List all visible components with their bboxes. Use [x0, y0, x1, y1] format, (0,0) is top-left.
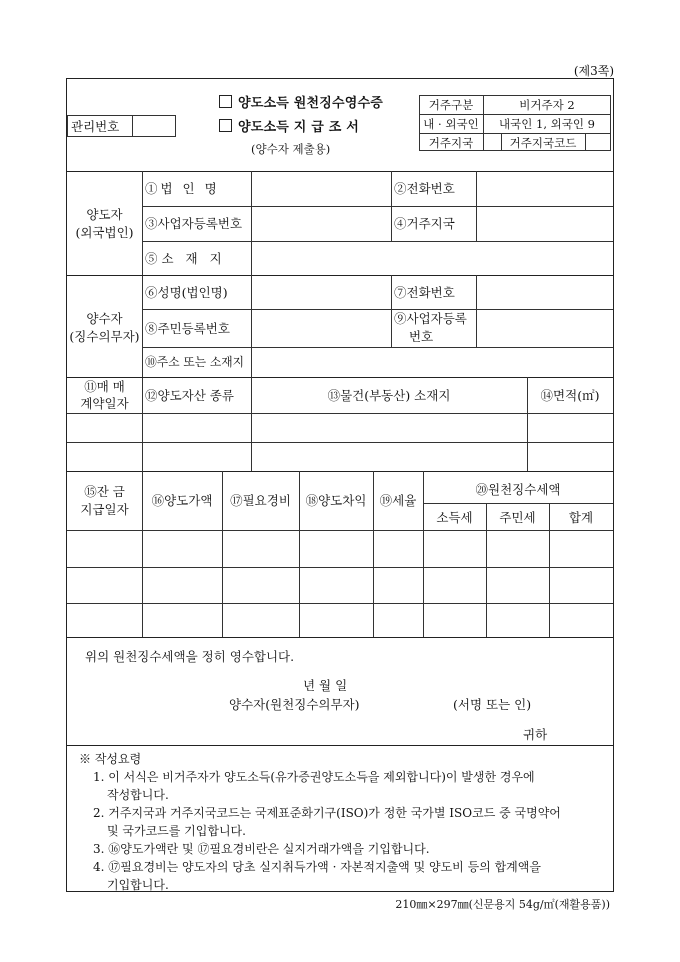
buyer-name-label: ⑥성명(법인명)	[145, 285, 228, 300]
residency-label: 거주구분	[428, 98, 474, 112]
area-header: ⑭면적(㎡)	[540, 388, 600, 403]
table-row[interactable]	[67, 603, 613, 637]
buyer-phone-label: ⑦전화번호	[394, 285, 455, 300]
checkbox-icon[interactable]	[219, 95, 232, 108]
seller-sublabel: (외국법인)	[75, 225, 134, 240]
buyer-address-label: ⑩주소 또는 소재지	[145, 355, 245, 369]
table-row[interactable]	[67, 413, 613, 442]
transfer-price-header: ⑯양도가액	[151, 493, 213, 508]
seller-country-field[interactable]	[476, 206, 613, 241]
checkbox-icon[interactable]	[219, 119, 232, 132]
residency-value: 비거주자 2	[519, 98, 575, 112]
seller-label: 양도자	[86, 207, 123, 222]
buyer-bizreg-label-2: 번호	[409, 329, 434, 344]
asset-type-header: ⑫양도자산 종류	[145, 388, 234, 403]
buyer-resident-id-label: ⑧주민등록번호	[145, 321, 230, 336]
buyer-bizreg-field[interactable]	[476, 309, 613, 347]
page-number: (제3쪽)	[573, 64, 614, 78]
country-code-label: 거주지국코드	[509, 136, 577, 150]
balance-date-header-2: 지급일자	[80, 502, 129, 517]
table-row[interactable]	[67, 530, 613, 567]
seller-corp-name-label: ①법 인 명	[145, 181, 220, 196]
receipt-date[interactable]: 년 월 일	[303, 678, 348, 693]
expenses-header: ⑰필요경비	[230, 493, 291, 508]
signature-field[interactable]: (서명 또는 인)	[453, 697, 532, 712]
total-header: 합계	[568, 510, 594, 525]
subtitle: (양수자 제출용)	[251, 142, 331, 156]
table-row[interactable]	[67, 567, 613, 603]
note-4: 4. ⑰필요경비는 양도자의 당초 실지취득가액 · 자본적지출액 및 양도비 등의 합계액을	[93, 860, 541, 874]
balance-date-header: ⑮잔 금	[84, 484, 125, 499]
property-location-header: ⑬물건(부동산) 소재지	[327, 388, 451, 403]
note-2-cont: 및 국가코드를 기입합니다.	[107, 824, 246, 838]
tax-rate-header: ⑲세율	[379, 493, 417, 508]
seller-phone-field[interactable]	[476, 171, 613, 206]
resident-tax-header: 주민세	[499, 510, 536, 525]
buyer-sublabel: (징수의무자)	[69, 329, 140, 344]
buyer-phone-field[interactable]	[476, 275, 613, 309]
note-1-cont: 작성합니다.	[107, 788, 169, 802]
note-1: 1. 이 서식은 비거주자가 양도소득(유가증권양도소득을 제외합니다)이 발생한 경우에	[93, 770, 535, 784]
buyer-resident-id-field[interactable]	[251, 309, 391, 347]
seller-address-field[interactable]	[251, 241, 613, 275]
seller-address-label: ⑤소 재 지	[145, 251, 226, 266]
note-3: 3. ⑯양도가액란 및 ⑰필요경비란은 실지거래가액을 기입합니다.	[93, 842, 430, 856]
buyer-bizreg-label: ⑨사업자등록	[394, 311, 467, 326]
buyer-address-field[interactable]	[251, 347, 613, 377]
country-label: 거주지국	[428, 136, 474, 150]
title-receipt[interactable]: 양도소득 원천징수영수증	[219, 95, 383, 112]
paper-spec-footer: 210㎜×297㎜(신문용지 54g/㎡(재활용품))	[395, 898, 610, 911]
nationality-label: 내 · 외국인	[423, 117, 479, 131]
contract-date-header: ⑪매 매	[84, 379, 125, 394]
note-4-cont: 기입합니다.	[107, 878, 169, 892]
buyer-label: 양수자	[86, 311, 123, 326]
notes-title: ※ 작성요령	[79, 752, 142, 766]
title-statement[interactable]: 양도소득 지 급 조 서	[219, 119, 359, 136]
contract-date-header-2: 계약일자	[80, 396, 129, 411]
seller-country-label: ④거주지국	[394, 216, 455, 231]
nationality-value: 내국인 1, 외국인 9	[499, 117, 595, 131]
table-row[interactable]	[67, 442, 613, 471]
buyer-name-field[interactable]	[251, 275, 391, 309]
seller-bizreg-label: ③사업자등록번호	[145, 216, 243, 231]
capital-gain-header: ⑱양도차익	[305, 493, 367, 508]
seller-phone-label: ②전화번호	[394, 181, 455, 196]
note-2: 2. 거주지국과 거주지국코드는 국제표준화기구(ISO)가 정한 국가별 ISO코드 중 국명약어	[93, 806, 561, 820]
receipt-statement: 위의 원천징수세액을 정히 영수합니다.	[85, 649, 295, 664]
mgmt-number-label: 관리번호	[71, 119, 120, 134]
seller-corp-name-field[interactable]	[251, 171, 391, 206]
mgmt-number-field[interactable]	[132, 115, 176, 137]
receipt-addressee: 귀하	[523, 727, 548, 742]
income-tax-header: 소득세	[436, 510, 473, 525]
receipt-buyer: 양수자(원천징수의무자)	[229, 697, 360, 712]
withholding-receipt-form	[66, 78, 614, 892]
seller-bizreg-field[interactable]	[251, 206, 391, 241]
withholding-tax-header: ⑳원천징수세액	[475, 482, 561, 497]
